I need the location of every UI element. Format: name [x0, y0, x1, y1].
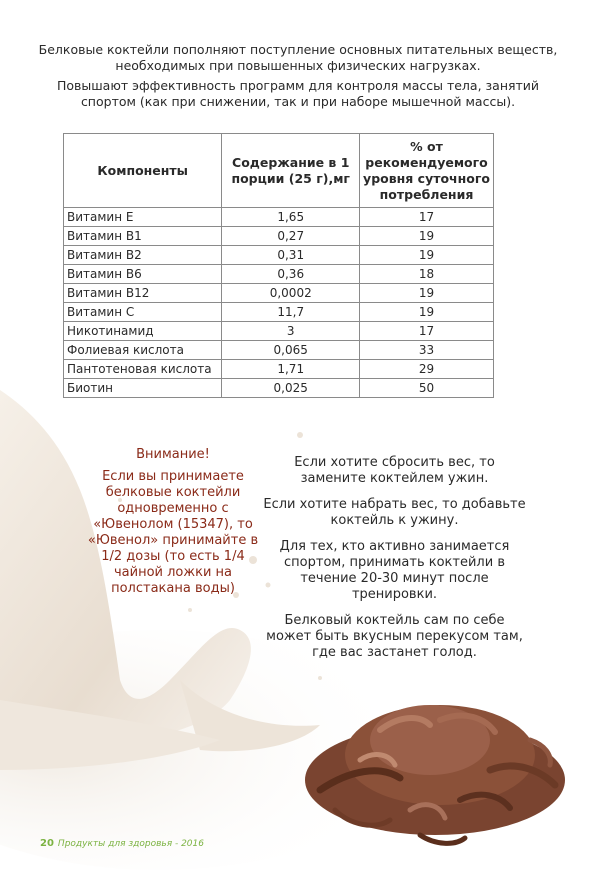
- tip-snack: Белковый коктейль сам по себе может быть вкусным перекусом там, где вас застанет голод.: [266, 613, 523, 660]
- cell-content: 3: [222, 322, 360, 341]
- cell-component: Фолиевая кислота: [64, 341, 222, 360]
- table-row: [64, 246, 494, 265]
- vitamin-table: [63, 133, 494, 398]
- tip-sport: Для тех, кто активно занимается спортом, принимать коктейли в течение 20-30 минут после тренировки.: [279, 539, 510, 602]
- cell-component: Витамин С: [64, 303, 222, 322]
- cell-percent: 19: [360, 303, 494, 322]
- intro-paragraph-1: Белковые коктейли пополняют поступление основных питательных веществ, необходимых при повышенных физических нагрузках.: [38, 42, 558, 73]
- attention-title: Внимание!: [136, 447, 210, 462]
- cell-percent: 18: [360, 265, 494, 284]
- cell-component: Витамин В1: [64, 227, 222, 246]
- page-number: 20: [40, 838, 54, 849]
- cell-content: 0,0002: [222, 284, 360, 303]
- table-row: [64, 208, 494, 227]
- cell-component: Пантотеновая кислота: [64, 360, 222, 379]
- tip-gain-weight: Если хотите набрать вес, то добавьте коктейль к ужину.: [263, 497, 526, 528]
- cell-percent: 19: [360, 227, 494, 246]
- cell-content: 11,7: [222, 303, 360, 322]
- intro-paragraph-2: Повышают эффективность программ для контроля массы тела, занятий спортом (как при снижении, так и при наборе мышечной массы).: [56, 78, 540, 109]
- table-row: [64, 265, 494, 284]
- attention-note: [78, 447, 268, 597]
- cell-component: Витамин В2: [64, 246, 222, 265]
- cell-content: 1,65: [222, 208, 360, 227]
- footer-text: Продукты для здоровья - 2016: [57, 839, 204, 849]
- table-row: [64, 360, 494, 379]
- cell-content: 0,065: [222, 341, 360, 360]
- attention-text: Если вы принимаете белковые коктейли одновременно с «Ювенолом (15347), то «Ювенол» принимайте в 1/2 дозы (то есть 1/4 чайной ложки на полстакана воды): [87, 469, 259, 596]
- cell-percent: 19: [360, 284, 494, 303]
- cell-content: 0,025: [222, 379, 360, 398]
- cell-content: 0,27: [222, 227, 360, 246]
- usage-tips: [262, 455, 527, 671]
- cell-percent: 17: [360, 322, 494, 341]
- header-components: Компоненты: [64, 134, 222, 208]
- header-percent: % от рекомендуемого уровня суточного потребления: [360, 134, 494, 208]
- header-content: Содержание в 1 порции (25 г),мг: [222, 134, 360, 208]
- cell-component: Биотин: [64, 379, 222, 398]
- table-row: [64, 227, 494, 246]
- page-footer: [40, 838, 204, 849]
- table-row: [64, 303, 494, 322]
- table-row: [64, 341, 494, 360]
- cell-content: 0,36: [222, 265, 360, 284]
- tip-lose-weight: Если хотите сбросить вес, то замените коктейлем ужин.: [294, 455, 495, 486]
- cell-percent: 29: [360, 360, 494, 379]
- table-row: [64, 322, 494, 341]
- table-header-row: [64, 134, 494, 208]
- cell-percent: 50: [360, 379, 494, 398]
- cell-component: Витамин В12: [64, 284, 222, 303]
- cell-percent: 17: [360, 208, 494, 227]
- chocolate-shavings-image: [290, 660, 580, 860]
- cell-component: Витамин Е: [64, 208, 222, 227]
- cell-content: 0,31: [222, 246, 360, 265]
- cell-percent: 19: [360, 246, 494, 265]
- cell-content: 1,71: [222, 360, 360, 379]
- cell-component: Никотинамид: [64, 322, 222, 341]
- cell-percent: 33: [360, 341, 494, 360]
- table-row: [64, 284, 494, 303]
- cell-component: Витамин В6: [64, 265, 222, 284]
